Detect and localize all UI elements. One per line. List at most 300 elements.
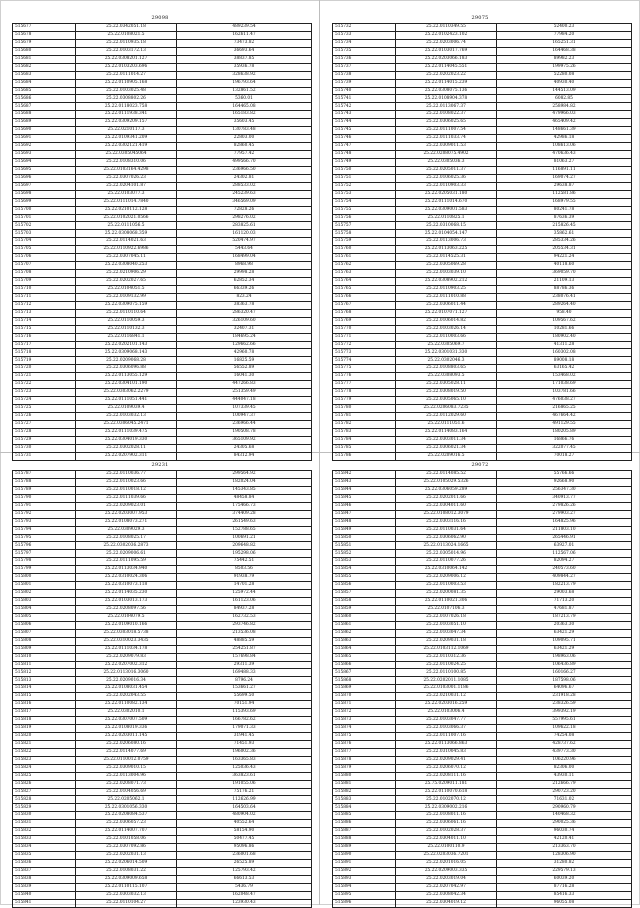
table-row [13,804,312,812]
record-id-cell: 515796 [13,542,76,550]
amount-cell: 16866.76 [497,436,632,444]
amount-cell: 190508.78 [177,428,312,436]
reference-code-cell: 25.22.0110021.306 [396,598,497,606]
table-row [13,357,312,365]
amount-cell: 29998.28 [177,270,312,278]
reference-code-cell: 25.22.0114045.551 [396,63,497,71]
reference-code-cell: 25.22.0111014.27 [76,71,177,79]
table-row [13,333,312,341]
reference-code-cell: 25.22.0103032.13 [76,412,177,420]
amount-cell: 161120.03 [177,230,312,238]
table-row [13,428,312,436]
amount-cell: 180205.89 [497,428,632,436]
amount-cell: 283825.61 [177,222,312,230]
reference-code-cell: 25.22.0103017.769 [396,47,497,55]
table-row [13,214,312,222]
record-id-cell: 515826 [13,780,76,788]
amount-cell: 72828.26 [177,206,312,214]
table-row [13,381,312,389]
table-row [333,526,632,534]
reference-code-cell: 25.22.0203036.7201 [396,852,497,860]
record-id-cell: 515783 [333,428,396,436]
record-id-cell: 515693 [13,151,76,159]
table-row [13,317,312,325]
record-id-cell: 515774 [333,357,396,365]
reference-code-cell: 25.22.0306045.2471 [76,420,177,428]
record-id-cell: 515890 [333,852,396,860]
table-row [333,397,632,405]
ledger-table [332,470,632,908]
reference-code-cell: 25.22.0104054.147 [396,230,497,238]
record-id-cell: 515704 [13,238,76,246]
record-id-cell: 515866 [333,661,396,669]
reference-code-cell: 25.22.0209068.28 [76,357,177,365]
panel-title: 29098 [151,15,169,21]
table-row [333,756,632,764]
record-id-cell: 515881 [333,780,396,788]
table-row [13,844,312,852]
amount-cell: 245239.63 [177,190,312,198]
reference-code-cell: 25.22.0304011.60 [396,502,497,510]
record-id-cell: 515682 [13,63,76,71]
table-row [333,143,632,151]
amount-cell: 153468.02 [497,373,632,381]
record-id-cell: 515777 [333,381,396,389]
amount-cell: 63421.29 [497,645,632,653]
amount-cell: 256347.30 [497,486,632,494]
table-row [13,828,312,836]
amount-cell: 479966.03 [497,111,632,119]
record-id-cell: 515683 [13,71,76,79]
amount-cell: 238326.59 [497,701,632,709]
table-row [13,452,312,460]
reference-code-cell: 25.22.0202011.1085 [396,677,497,685]
record-id-cell: 515832 [13,828,76,836]
table-row [333,574,632,582]
table-row [333,325,632,333]
amount-cell: 182024.04 [177,478,312,486]
record-id-cell: 515769 [333,317,396,325]
record-id-cell: 515751 [333,174,396,182]
record-id-cell: 515843 [333,478,396,486]
reference-code-cell: 25.22.0202043.55 [76,693,177,701]
amount-cell: 229579.13 [497,867,632,875]
amount-cell: 89982.23 [497,55,632,63]
record-id-cell: 515733 [333,31,396,39]
reference-code-cell: 25.22.0104051.5 [76,285,177,293]
record-id-cell: 515780 [333,405,396,413]
reference-code-cell: 25.22.0302046.3 [396,357,497,365]
reference-code-cell: 25.75.0209011.181 [396,780,497,788]
amount-cell: 109567.62 [497,317,632,325]
table-row [333,883,632,891]
reference-code-cell: 25.22.0201016.05 [396,859,497,867]
amount-cell: 179071.33 [177,725,312,733]
reference-code-cell: 25.22.0308802.26 [76,95,177,103]
record-id-cell: 515793 [13,518,76,526]
table-row [13,24,312,32]
amount-cell: 160166.27 [497,669,632,677]
table-row [13,566,312,574]
record-id-cell: 515748 [333,151,396,159]
reference-code-cell: 25.22.0108011.16 [396,812,497,820]
record-id-cell: 515760 [333,246,396,254]
reference-code-cell: 25.22.0306057.23 [76,820,177,828]
table-row [13,325,312,333]
amount-cell: 164503.64 [177,804,312,812]
amount-cell: 236966.44 [177,420,312,428]
record-id-cell: 515692 [13,143,76,151]
record-id-cell: 515707 [13,262,76,270]
amount-cell: 38837.85 [177,55,312,63]
table-row [333,103,632,111]
reference-code-cell: 25.22.0302121.419 [76,143,177,151]
table-row [13,645,312,653]
record-id-cell: 515833 [13,836,76,844]
reference-code-cell: 25.22.0108031.454 [76,685,177,693]
amount-cell: 64096.67 [497,685,632,693]
record-id-cell: 515838 [13,875,76,883]
table-row [13,349,312,357]
table-row [333,828,632,836]
amount-cell: 112567.06 [497,550,632,558]
ledger-panel-bottom-left [12,461,308,908]
amount-cell: 374409.28 [177,510,312,518]
reference-code-cell: 25.22.0114525.31 [396,254,497,262]
amount-cell: 52400.23 [497,24,632,32]
record-id-cell: 515738 [333,71,396,79]
amount-cell: 236001.68 [177,852,312,860]
amount-cell: 199975.26 [497,63,632,71]
table-row [13,301,312,309]
amount-cell: 168979.55 [497,198,632,206]
record-id-cell: 515852 [333,550,396,558]
amount-cell: 112626.99 [177,796,312,804]
table-row [13,389,312,397]
record-id-cell: 515808 [13,637,76,645]
amount-cell: 96030.74 [497,828,632,836]
reference-code-cell: 25.22.0202027.65 [76,278,177,286]
reference-code-cell: 25.22.0108310.06 [76,158,177,166]
table-row [13,166,312,174]
reference-code-cell: 25.22.0306059.289 [396,486,497,494]
amount-cell: 55699.50 [177,693,312,701]
amount-cell: 50477.45 [177,836,312,844]
amount-cell: 212666.79 [497,780,632,788]
record-id-cell: 515772 [333,341,396,349]
record-id-cell: 515856 [333,582,396,590]
record-id-cell: 515770 [333,325,396,333]
reference-code-cell: 25.22.0101058.06 [76,836,177,844]
reference-code-cell: 25.22.0206083.7235 [396,405,497,413]
record-id-cell: 515842 [333,471,396,479]
amount-cell: 88786.36 [497,285,632,293]
amount-cell: 16825.59 [177,357,312,365]
record-id-cell: 515745 [333,127,396,135]
reference-code-cell: 25.22.0200081.35 [396,590,497,598]
record-id-cell: 515768 [333,309,396,317]
reference-code-cell: 25.22.0113034.940 [76,566,177,574]
ledger-table [332,23,632,461]
table-row [13,174,312,182]
record-id-cell: 515761 [333,254,396,262]
record-id-cell: 515825 [13,772,76,780]
reference-code-cell: 25.22.0110935.18 [76,39,177,47]
amount-cell: 35603.45 [177,119,312,127]
reference-code-cell: 25.22.0110903.33 [396,182,497,190]
record-id-cell: 515726 [13,412,76,420]
amount-cell: 166782.62 [177,717,312,725]
record-id-cell: 515685 [13,87,76,95]
amount-cell: 293746.82 [177,621,312,629]
table-row [333,341,632,349]
amount-cell: 84937.28 [177,605,312,613]
reference-code-cell: 25.22.0113063.225 [396,246,497,254]
amount-cell: 236966.50 [177,166,312,174]
record-id-cell: 515784 [333,436,396,444]
amount-cell: 8503.56 [177,566,312,574]
reference-code-cell: 25.22.0304011.10 [396,836,497,844]
table-row [13,79,312,87]
reference-code-cell: 25.22.0111095.59 [76,558,177,566]
record-id-cell: 515722 [13,381,76,389]
record-id-cell: 515861 [333,621,396,629]
record-id-cell: 515834 [13,844,76,852]
amount-cell: 165183.82 [177,111,312,119]
amount-cell: 47681.87 [497,605,632,613]
record-id-cell: 515844 [333,486,396,494]
reference-code-cell: 25.22.0306096.88 [76,365,177,373]
reference-code-cell: 25.22.0103051.10 [396,621,497,629]
record-id-cell: 515814 [13,685,76,693]
amount-cell: 191055.06 [177,780,312,788]
table-row [13,190,312,198]
reference-code-cell: 25.22.0103172.13 [76,47,177,55]
reference-code-cell: 25.22.0111010.88 [396,293,497,301]
table-row [13,182,312,190]
table-row [333,701,632,709]
reference-code-cell: 25.22.0102028.37 [396,828,497,836]
record-id-cell: 515839 [13,883,76,891]
reference-code-cell: 25.22.0307007.509 [76,717,177,725]
record-id-cell: 515709 [13,278,76,286]
reference-code-cell: 25.22.0110104.27 [76,899,177,907]
reference-code-cell: 25.22.0203016.259 [396,701,497,709]
table-row [13,103,312,111]
amount-cell: 74254.08 [497,732,632,740]
table-row [333,661,632,669]
record-id-cell: 515810 [13,653,76,661]
table-row [333,709,632,717]
record-id-cell: 515821 [13,740,76,748]
reference-code-cell: 25.22.0111039.66 [76,494,177,502]
reference-code-cell: 25.22.0108022.37 [396,111,497,119]
record-id-cell: 515690 [13,127,76,135]
amount-cell: 16041.30 [177,373,312,381]
reference-code-cell: 25.22.0306011.44 [396,301,497,309]
amount-cell: 187598.06 [497,677,632,685]
reference-code-cell: 25.22.0209023.01 [76,502,177,510]
amount-cell: 62852.34 [177,278,312,286]
reference-code-cell: 25.22.0113055.129 [76,373,177,381]
table-row [13,309,312,317]
reference-code-cell: 25.22.0110012.0759 [76,756,177,764]
amount-cell: 322077.45 [497,444,632,452]
record-id-cell: 515798 [13,558,76,566]
amount-cell: 289264.40 [497,301,632,309]
reference-code-cell: 25.22.0107106.3 [396,605,497,613]
reference-code-cell: 25.22.0302028.11 [76,444,177,452]
table-row [333,95,632,103]
table-row [333,428,632,436]
reference-code-cell: 25.22.0110349.55 [396,24,497,32]
record-id-cell: 515719 [13,357,76,365]
record-id-cell: 515816 [13,701,76,709]
table-row [333,891,632,899]
reference-code-cell: 25.22.0110100.85 [396,669,497,677]
record-id-cell: 515837 [13,867,76,875]
amount-cell: 5360.01 [177,95,312,103]
table-row [333,63,632,71]
table-row [13,486,312,494]
record-id-cell: 515716 [13,333,76,341]
reference-code-cell: 25.22.0206070.12 [396,764,497,772]
table-row [13,780,312,788]
amount-cell: 164465.08 [177,103,312,111]
reference-code-cell: 25.22.0309010.15 [76,764,177,772]
amount-cell: 168499.04 [177,254,312,262]
amount-cell: 82860.45 [177,143,312,151]
record-id-cell: 515847 [333,510,396,518]
record-id-cell: 515865 [333,653,396,661]
amount-cell: 285334.26 [497,238,632,246]
amount-cell: 5436.79 [177,883,312,891]
ledger-table [12,470,312,908]
table-row [13,285,312,293]
amount-cell: 254251.87 [177,645,312,653]
record-id-cell: 515743 [333,111,396,119]
record-id-cell: 515880 [333,772,396,780]
reference-code-cell: 25.22.0308201.127 [76,55,177,63]
reference-code-cell: 25.22.0308040.253 [76,262,177,270]
amount-cell: 24305.68 [177,444,312,452]
record-id-cell: 515883 [333,796,396,804]
reference-code-cell: 25.22.0203019.04 [396,875,497,883]
record-id-cell: 515753 [333,190,396,198]
reference-code-cell: 25.22.0108073.271 [76,518,177,526]
record-id-cell: 515813 [13,677,76,685]
table-row [13,748,312,756]
amount-cell: 55766.66 [497,471,632,479]
table-row [13,685,312,693]
record-id-cell: 515879 [333,764,396,772]
table-row [333,836,632,844]
record-id-cell: 515895 [333,891,396,899]
amount-cell: 164825.96 [497,518,632,526]
reference-code-cell: 25.22.0206080.16 [76,740,177,748]
table-row [333,852,632,860]
record-id-cell: 515700 [13,206,76,214]
reference-code-cell: 25.22.0209029.41 [396,756,497,764]
record-id-cell: 515715 [13,325,76,333]
record-id-cell: 515818 [13,717,76,725]
reference-code-cell: 25.22.0111056.5 [76,222,177,230]
amount-cell: 160302.08 [497,349,632,357]
amount-cell: 10281.66 [497,325,632,333]
amount-cell: 340913.77 [497,494,632,502]
table-row [13,542,312,550]
amount-cell: 162048.47 [177,891,312,899]
reference-code-cell: 25.22.0103025.48 [76,87,177,95]
record-id-cell: 515681 [13,55,76,63]
table-row [333,772,632,780]
record-id-cell: 515688 [13,111,76,119]
reference-code-cell: 25.22.0110023.66 [76,478,177,486]
record-id-cell: 515740 [333,87,396,95]
amount-cell: 428737.62 [497,740,632,748]
record-id-cell: 515848 [333,518,396,526]
table-row [333,669,632,677]
table-row [13,230,312,238]
reference-code-cell: 25.22.0205062.1 [76,796,177,804]
amount-cell: 161123.06 [177,598,312,606]
amount-cell: 70018.27 [497,452,632,460]
table-row [333,812,632,820]
table-row [13,47,312,55]
record-id-cell: 515794 [13,526,76,534]
table-row [333,182,632,190]
table-row [333,566,632,574]
amount-cell: 211803.10 [497,526,632,534]
record-id-cell: 515689 [13,119,76,127]
reference-code-cell: 25.22.0114021.63 [76,238,177,246]
table-row [333,190,632,198]
table-row [333,613,632,621]
record-id-cell: 515725 [13,405,76,413]
amount-cell: 63165.42 [497,365,632,373]
table-row [13,693,312,701]
amount-cell: 140468.32 [497,812,632,820]
amount-cell: 95096.86 [177,844,312,852]
reference-code-cell: 25.22.0306062.90 [396,534,497,542]
table-row [13,471,312,479]
record-id-cell: 515721 [13,373,76,381]
record-id-cell: 515817 [13,709,76,717]
reference-code-cell: 25.22.0111051.441 [76,397,177,405]
table-row [333,151,632,159]
table-row [333,452,632,460]
record-id-cell: 515752 [333,182,396,190]
table-row [333,494,632,502]
table-row [333,111,632,119]
reference-code-cell: 25.22.0105029.5326 [396,478,497,486]
record-id-cell: 515815 [13,693,76,701]
amount-cell: 290960.79 [497,804,632,812]
record-id-cell: 515758 [333,230,396,238]
amount-cell: 491129.55 [497,420,632,428]
record-id-cell: 515730 [13,444,76,452]
amount-cell: 42120.41 [497,836,632,844]
table-row [13,111,312,119]
amount-cell: 92668.90 [497,478,632,486]
record-id-cell: 515699 [13,198,76,206]
table-row [13,613,312,621]
record-id-cell: 515884 [333,804,396,812]
record-id-cell: 515763 [333,270,396,278]
table-row [333,717,632,725]
amount-cell: 87716.28 [497,883,632,891]
table-row [13,701,312,709]
